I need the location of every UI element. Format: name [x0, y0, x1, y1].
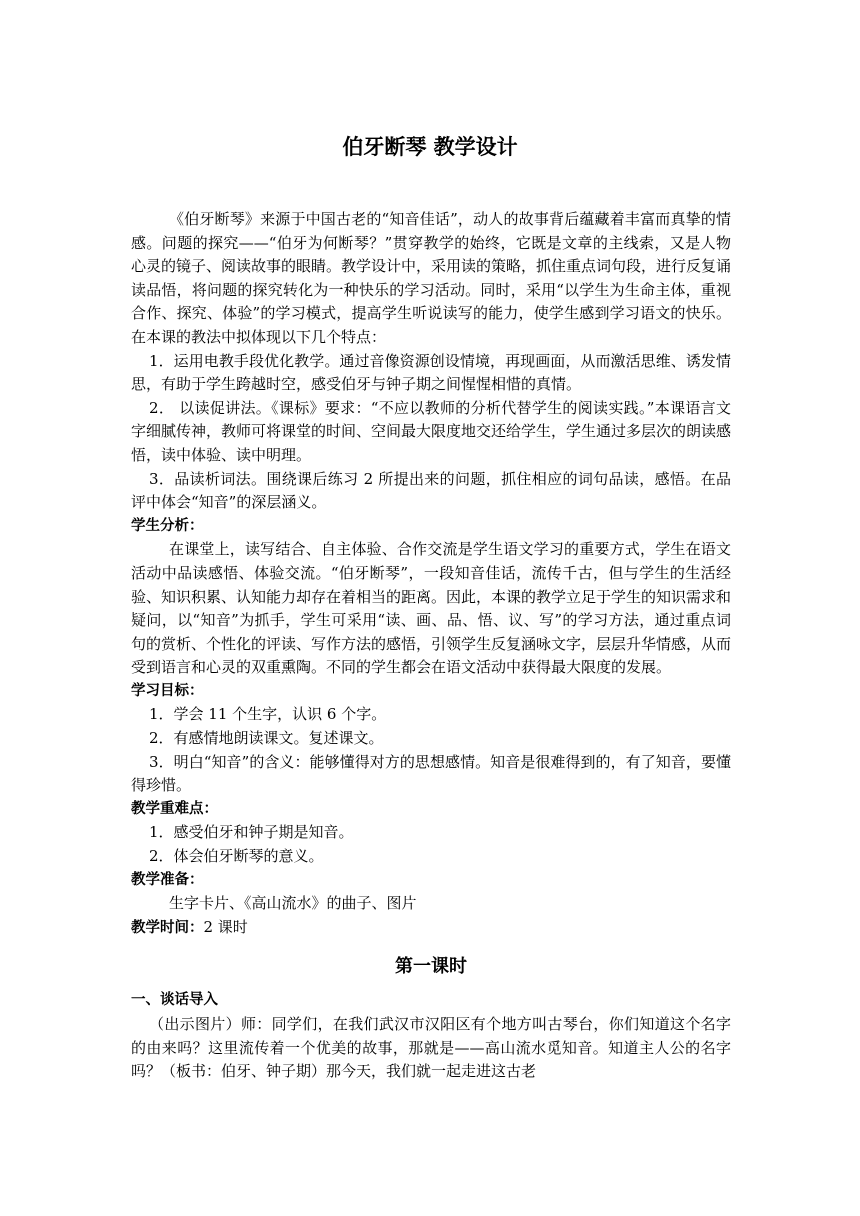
learning-goals-heading: 学习目标： — [131, 682, 204, 699]
key-point-item-1: 1．感受伯牙和钟子期是知音。 — [149, 823, 354, 842]
feature-item-1: 1．运用电教手段优化教学。通过音像资源创设情境，再现画面，从而激活思维、诱发情思，有助于学生跨越时空，感受伯牙与钟子期之间惺惺相惜的真情。 — [131, 351, 731, 394]
lesson-one-title: 第一课时 — [395, 956, 467, 978]
key-point-item-2: 2．体会伯牙断琴的意义。 — [149, 847, 324, 866]
goal-item-1: 1．学会 11 个生字，认识 6 个字。 — [149, 705, 387, 724]
goal-item-3: 3．明白“知音”的含义：能够懂得对方的思想感情。知音是很难得到的，有了知音，要懂得珍惜。 — [131, 752, 731, 795]
teaching-prep-heading: 教学准备： — [131, 871, 204, 888]
teaching-time-line — [131, 916, 731, 941]
student-analysis-text: 在课堂上，读写结合、自主体验、合作交流是学生语文学习的重要方式，学生在语文活动中品读感悟、体验交流。“伯牙断琴”，一段知音佳话，流传千古，但与学生的生活经验、知识积累、认知能力却存在着相当的距离。因此，本课的教学立足于学生的知识需求和疑问，以“知音”为抓手，学生可采用“读、画、品、悟、议、写”的学习方法，通过重点词句的赏析、个性化的评读、写作方法的感悟，引领学生反复涵咏文字，层层升华情感，从而受到语言和心灵的双重熏陶。不同的学生都会在语文活动中获得最大限度的发展。 — [131, 540, 732, 677]
intro-paragraph: 《伯牙断琴》来源于中国古老的“知音佳话”，动人的故事背后蕴藏着丰富而真挚的情感。问题的探究——“伯牙为何断琴？”贯穿教学的始终，它既是文章的主线索，又是人物心灵的镜子、阅读故事的眼睛。教学设计中，采用读的策略，抓住重点词句段，进行反复诵读品悟，将问题的探究转化为一种快乐的学习活动。同时，采用“以学生为生命主体，重视合作、探究、体验”的学习模式，提高学生听说读写的能力，使学生感到学习语文的快乐。在本课的教法中拟体现以下几个特点： — [131, 210, 732, 346]
key-points-heading: 教学重难点： — [131, 800, 218, 817]
goal-item-2: 2．有感情地朗读课文。复述课文。 — [149, 729, 384, 748]
intro-talk-text: （出示图片）师：同学们，在我们武汉市汉阳区有个地方叫古琴台，你们知道这个名字的由来吗？这里流传着一个优美的故事，那就是——高山流水觅知音。知道主人公的名字吗？（板书：伯牙、钟子期）那今天，我们就一起走进这古老 — [131, 1015, 731, 1081]
feature-item-2: 2． 以读促讲法。《课标》要求：“不应以教师的分析代替学生的阅读实践。”本课语言文字细腻传神，教师可将课堂的时间、空间最大限度地交还给学生，学生通过多层次的朗读感悟，读中体验、读中明理。 — [131, 398, 732, 464]
document-body — [131, 208, 731, 1084]
teaching-time-value: 2 课时 — [203, 917, 248, 936]
intro-talk-heading: 一、谈话导入 — [131, 992, 218, 1009]
student-analysis-heading: 学生分析： — [131, 517, 204, 534]
teaching-time-heading: 教学时间： — [131, 919, 204, 936]
feature-item-3: 3．品读析词法。围绕课后练习 2 所提出来的问题，抓住相应的词句品读，感悟。在品评中体会“知音”的深层涵义。 — [131, 469, 731, 512]
document-title: 伯牙断琴 教学设计 — [342, 135, 518, 159]
teaching-prep-text: 生字卡片、《高山流水》的曲子、图片 — [169, 894, 417, 913]
